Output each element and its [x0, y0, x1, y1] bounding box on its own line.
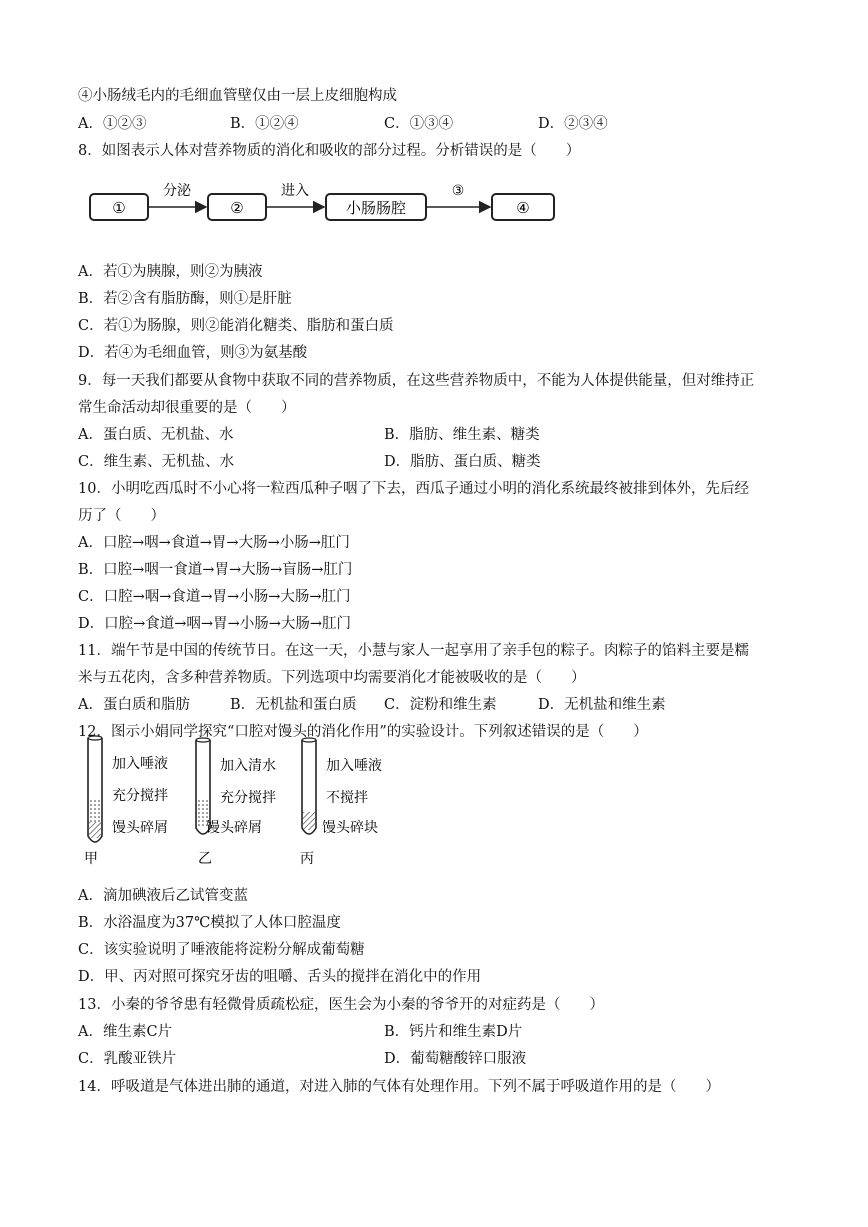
- q9-stem-line2: 常生命活动却很重要的是（ ）: [78, 400, 296, 416]
- q9-option-d: D．脂肪、蛋白质、糖类: [384, 454, 541, 470]
- q8-stem: 8．如图表示人体对营养物质的消化和吸收的部分过程。分析错误的是（ ）: [78, 143, 581, 159]
- q12-tube-yi: [196, 738, 276, 867]
- q12-tube-bing-line3: 馒头碎块: [322, 820, 378, 836]
- q10-option-b: B．口腔→咽一食道→胃→大肠→盲肠→肛门: [78, 562, 353, 578]
- q12-tube-jia-label: 甲: [84, 851, 98, 867]
- q13-stem: 13．小秦的爷爷患有轻微骨质疏松症，医生会为小秦的爷爷开的对症药是（ ）: [78, 997, 604, 1013]
- q8-arrow-3-label: ③: [451, 183, 465, 199]
- q12-tube-yi-line3: 馒头碎屑: [206, 820, 262, 836]
- q8-option-a: A．若①为胰腺，则②为胰液: [78, 264, 263, 280]
- q13-option-a: A．维生素C片: [78, 1024, 173, 1040]
- q11-option-a: A．蛋白质和脂肪: [78, 697, 190, 713]
- q12-tube-yi-line1: 加入清水: [220, 758, 276, 774]
- q7-option-b: B．①②④: [230, 116, 299, 132]
- q9-option-c: C．维生素、无机盐、水: [78, 454, 235, 470]
- q8-flow-diagram: [88, 180, 558, 234]
- q7-option-d: D．②③④: [538, 116, 608, 132]
- q8-box-4-label: ④: [516, 199, 530, 217]
- q10-option-c: C．口腔→咽→食道→胃→小肠→大肠→肛门: [78, 589, 351, 605]
- q7-item4: ④小肠绒毛内的毛细血管壁仅由一层上皮细胞构成: [78, 88, 397, 104]
- q12-tube-bing: [300, 738, 382, 867]
- q8-option-c: C．若①为肠腺，则②能消化糖类、脂肪和蛋白质: [78, 318, 394, 334]
- q12-option-a: A．滴加碘液后乙试管变蓝: [78, 888, 248, 904]
- q12-tube-bing-line1: 加入唾液: [326, 758, 382, 774]
- q8-option-b: B．若②含有脂肪酶，则①是肝脏: [78, 291, 292, 307]
- q11-option-d: D．无机盐和维生素: [538, 697, 666, 713]
- q9-option-b: B．脂肪、维生素、糖类: [384, 427, 540, 443]
- q12-tube-jia-line1: 加入唾液: [112, 756, 168, 772]
- q12-tube-bing-label: 丙: [300, 851, 314, 867]
- q12-option-c: C．该实验说明了唾液能将淀粉分解成葡萄糖: [78, 942, 365, 958]
- q13-option-c: C．乳酸亚铁片: [78, 1051, 177, 1067]
- q12-tube-jia: [84, 736, 168, 867]
- q14-stem: 14．呼吸道是气体进出肺的通道，对进入肺的气体有处理作用。下列不属于呼吸道作用的是（ ）: [78, 1079, 720, 1095]
- q8-box-2-label: ②: [230, 199, 244, 217]
- q12-tube-yi-label: 乙: [198, 851, 212, 867]
- q11-option-b: B．无机盐和蛋白质: [230, 697, 357, 713]
- q9-stem-line1: 9．每一天我们都要从食物中获取不同的营养物质，在这些营养物质中，不能为人体提供能量，但对维持正: [78, 373, 755, 389]
- q7-option-c: C．①③④: [384, 116, 454, 132]
- q9-option-a: A．蛋白质、无机盐、水: [78, 427, 234, 443]
- q13-option-d: D．葡萄糖酸锌口服液: [384, 1051, 527, 1067]
- q12-option-d: D．甲、丙对照可探究牙齿的咀嚼、舌头的搅拌在消化中的作用: [78, 969, 482, 985]
- q12-test-tube-figure: [82, 728, 402, 868]
- q8-arrow-2-label: 进入: [281, 183, 309, 199]
- q13-option-b: B．钙片和维生素D片: [384, 1024, 523, 1040]
- q11-stem-line1: 11．端午节是中国的传统节日。在这一天，小慧与家人一起享用了亲手包的粽子。肉粽子的馅料主要是糯: [78, 643, 749, 659]
- q8-arrow-1-label: 分泌: [163, 183, 191, 199]
- q12-option-b: B．水浴温度为37℃模拟了人体口腔温度: [78, 915, 341, 931]
- q10-stem-line1: 10．小明吃西瓜时不小心将一粒西瓜种子咽了下去，西瓜子通过小明的消化系统最终被排到体外，先后经: [78, 481, 749, 497]
- q12-tube-jia-line3: 馒头碎屑: [112, 820, 168, 836]
- q12-stem: 12．图示小娟同学探究“口腔对馒头的消化作用”的实验设计。下列叙述错误的是（ ）: [78, 724, 648, 740]
- q11-option-c: C．淀粉和维生素: [384, 697, 497, 713]
- q10-stem-line2: 历了（ ）: [78, 508, 165, 524]
- q12-tube-yi-line2: 充分搅拌: [220, 790, 276, 806]
- q12-tube-jia-line2: 充分搅拌: [112, 788, 168, 804]
- q8-box-1-label: ①: [112, 199, 126, 217]
- q8-box-3-label: 小肠肠腔: [345, 199, 407, 217]
- q10-option-d: D．口腔→食道→咽→胃→小肠→大肠→肛门: [78, 616, 352, 632]
- q8-option-d: D．若④为毛细血管，则③为氨基酸: [78, 345, 308, 361]
- q10-option-a: A．口腔→咽→食道→胃→大肠→小肠→肛门: [78, 535, 350, 551]
- q7-option-a: A．①②③: [78, 116, 147, 132]
- q12-tube-bing-line2: 不搅拌: [326, 790, 368, 806]
- q11-stem-line2: 米与五花肉，含多种营养物质。下列选项中均需要消化才能被吸收的是（ ）: [78, 670, 586, 686]
